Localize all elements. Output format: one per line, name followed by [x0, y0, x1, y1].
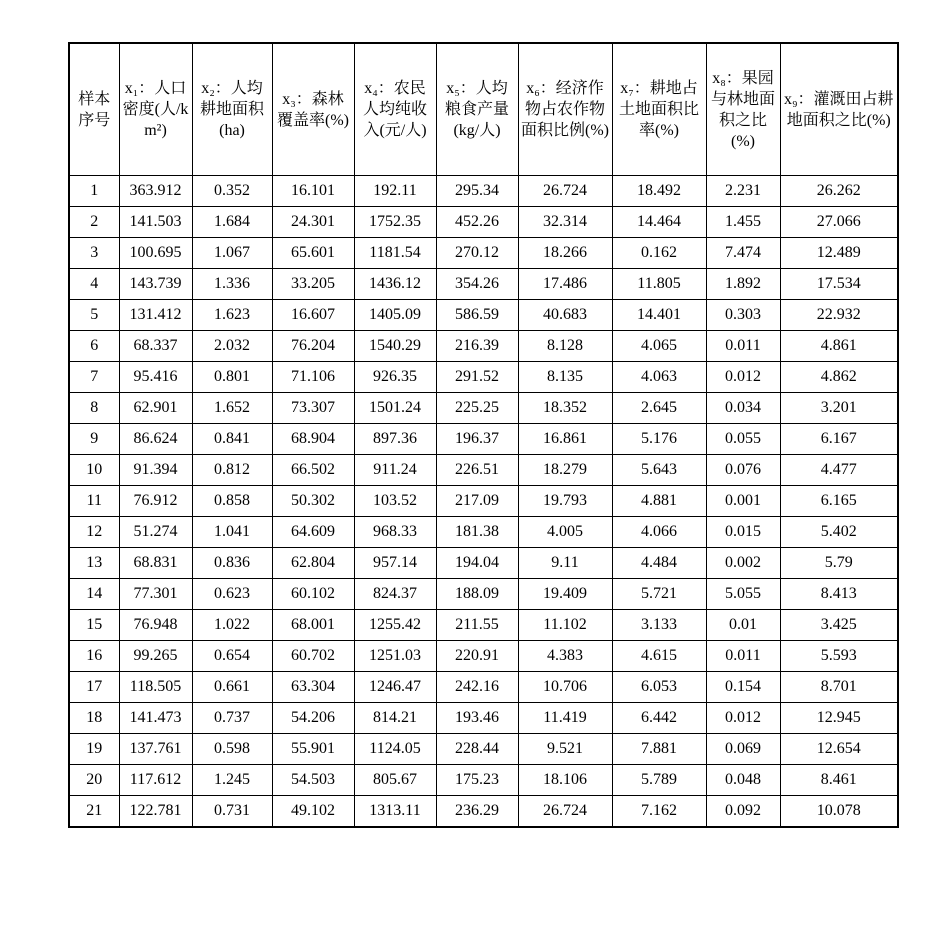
table-cell-grain-output-per-capita: 354.26 [436, 269, 518, 300]
table-cell-grain-output-per-capita: 270.12 [436, 238, 518, 269]
table-cell-cash-crop-ratio: 8.128 [518, 331, 612, 362]
table-cell-sample-no: 8 [69, 393, 119, 424]
table-cell-arable-land-ratio: 2.645 [612, 393, 706, 424]
table-cell-population-density: 86.624 [119, 424, 192, 455]
table-cell-grain-output-per-capita: 196.37 [436, 424, 518, 455]
table-cell-irrigated-land-ratio: 8.701 [780, 672, 898, 703]
table-cell-cash-crop-ratio: 26.724 [518, 176, 612, 207]
table-cell-arable-land-ratio: 14.401 [612, 300, 706, 331]
table-cell-cash-crop-ratio: 19.793 [518, 486, 612, 517]
table-cell-arable-land-per-capita: 1.684 [192, 207, 272, 238]
table-cell-irrigated-land-ratio: 8.413 [780, 579, 898, 610]
table-row [69, 486, 898, 517]
table-cell-farmer-net-income: 1246.47 [354, 672, 436, 703]
table-cell-sample-no: 12 [69, 517, 119, 548]
table-cell-grain-output-per-capita: 216.39 [436, 331, 518, 362]
table-cell-irrigated-land-ratio: 8.461 [780, 765, 898, 796]
table-cell-irrigated-land-ratio: 5.79 [780, 548, 898, 579]
table-cell-grain-output-per-capita: 211.55 [436, 610, 518, 641]
table-cell-sample-no: 13 [69, 548, 119, 579]
table-cell-arable-land-per-capita: 0.858 [192, 486, 272, 517]
table-cell-cash-crop-ratio: 18.266 [518, 238, 612, 269]
table-cell-farmer-net-income: 1405.09 [354, 300, 436, 331]
table-row [69, 269, 898, 300]
table-cell-arable-land-per-capita: 0.598 [192, 734, 272, 765]
column-header-arable-land-ratio [612, 43, 706, 176]
table-cell-orchard-forest-ratio: 0.055 [706, 424, 780, 455]
table-row [69, 207, 898, 238]
table-cell-farmer-net-income: 1501.24 [354, 393, 436, 424]
table-cell-irrigated-land-ratio: 17.534 [780, 269, 898, 300]
table-cell-farmer-net-income: 824.37 [354, 579, 436, 610]
table-cell-orchard-forest-ratio: 0.012 [706, 362, 780, 393]
table-cell-forest-coverage: 55.901 [272, 734, 354, 765]
table-row [69, 672, 898, 703]
table-cell-farmer-net-income: 1436.12 [354, 269, 436, 300]
table-row [69, 765, 898, 796]
table-cell-population-density: 51.274 [119, 517, 192, 548]
table-cell-cash-crop-ratio: 18.352 [518, 393, 612, 424]
table-cell-arable-land-ratio: 3.133 [612, 610, 706, 641]
column-header-farmer-net-income [354, 43, 436, 176]
table-cell-arable-land-ratio: 5.643 [612, 455, 706, 486]
table-cell-forest-coverage: 62.804 [272, 548, 354, 579]
table-cell-cash-crop-ratio: 19.409 [518, 579, 612, 610]
table-cell-farmer-net-income: 968.33 [354, 517, 436, 548]
table-cell-arable-land-ratio: 11.805 [612, 269, 706, 300]
table-cell-cash-crop-ratio: 16.861 [518, 424, 612, 455]
table-cell-irrigated-land-ratio: 12.945 [780, 703, 898, 734]
table-cell-forest-coverage: 73.307 [272, 393, 354, 424]
table-cell-population-density: 100.695 [119, 238, 192, 269]
header-row [69, 43, 898, 176]
table-cell-grain-output-per-capita: 225.25 [436, 393, 518, 424]
table-cell-farmer-net-income: 1181.54 [354, 238, 436, 269]
table-cell-arable-land-per-capita: 0.841 [192, 424, 272, 455]
table-cell-grain-output-per-capita: 586.59 [436, 300, 518, 331]
table-cell-forest-coverage: 50.302 [272, 486, 354, 517]
table-cell-grain-output-per-capita: 217.09 [436, 486, 518, 517]
table-cell-forest-coverage: 76.204 [272, 331, 354, 362]
table-cell-cash-crop-ratio: 17.486 [518, 269, 612, 300]
table-cell-grain-output-per-capita: 181.38 [436, 517, 518, 548]
table-cell-sample-no: 4 [69, 269, 119, 300]
table-cell-arable-land-ratio: 6.442 [612, 703, 706, 734]
table-cell-farmer-net-income: 1313.11 [354, 796, 436, 828]
table-cell-grain-output-per-capita: 226.51 [436, 455, 518, 486]
table-row [69, 393, 898, 424]
table-cell-irrigated-land-ratio: 10.078 [780, 796, 898, 828]
table-cell-irrigated-land-ratio: 3.201 [780, 393, 898, 424]
table-cell-cash-crop-ratio: 9.521 [518, 734, 612, 765]
table-cell-forest-coverage: 64.609 [272, 517, 354, 548]
table-cell-farmer-net-income: 957.14 [354, 548, 436, 579]
table-cell-population-density: 77.301 [119, 579, 192, 610]
table-cell-arable-land-per-capita: 1.336 [192, 269, 272, 300]
table-cell-sample-no: 19 [69, 734, 119, 765]
table-row [69, 579, 898, 610]
table-cell-orchard-forest-ratio: 2.231 [706, 176, 780, 207]
table-cell-arable-land-ratio: 4.063 [612, 362, 706, 393]
column-header-label: 样本序号 [78, 90, 111, 129]
table-cell-sample-no: 7 [69, 362, 119, 393]
table-cell-arable-land-ratio: 14.464 [612, 207, 706, 238]
table-cell-arable-land-ratio: 4.065 [612, 331, 706, 362]
table-cell-sample-no: 15 [69, 610, 119, 641]
table-cell-population-density: 131.412 [119, 300, 192, 331]
data-table [68, 42, 899, 828]
table-cell-grain-output-per-capita: 228.44 [436, 734, 518, 765]
table-cell-arable-land-per-capita: 0.623 [192, 579, 272, 610]
table-cell-forest-coverage: 68.904 [272, 424, 354, 455]
table-cell-arable-land-per-capita: 0.812 [192, 455, 272, 486]
column-header-sample-no [69, 43, 119, 176]
table-cell-orchard-forest-ratio: 1.455 [706, 207, 780, 238]
table-cell-sample-no: 9 [69, 424, 119, 455]
table-cell-sample-no: 5 [69, 300, 119, 331]
table-cell-farmer-net-income: 897.36 [354, 424, 436, 455]
table-cell-cash-crop-ratio: 18.106 [518, 765, 612, 796]
table-row [69, 455, 898, 486]
table-cell-cash-crop-ratio: 9.11 [518, 548, 612, 579]
table-cell-orchard-forest-ratio: 0.011 [706, 331, 780, 362]
table-cell-population-density: 76.912 [119, 486, 192, 517]
table-cell-population-density: 141.473 [119, 703, 192, 734]
table-cell-irrigated-land-ratio: 6.165 [780, 486, 898, 517]
table-cell-forest-coverage: 71.106 [272, 362, 354, 393]
table-cell-irrigated-land-ratio: 12.654 [780, 734, 898, 765]
table-cell-sample-no: 18 [69, 703, 119, 734]
table-cell-arable-land-per-capita: 0.352 [192, 176, 272, 207]
table-cell-arable-land-per-capita: 0.654 [192, 641, 272, 672]
table-row [69, 548, 898, 579]
table-cell-grain-output-per-capita: 295.34 [436, 176, 518, 207]
table-cell-irrigated-land-ratio: 12.489 [780, 238, 898, 269]
table-row [69, 176, 898, 207]
table-cell-grain-output-per-capita: 193.46 [436, 703, 518, 734]
table-cell-population-density: 122.781 [119, 796, 192, 828]
table-cell-sample-no: 21 [69, 796, 119, 828]
table-cell-grain-output-per-capita: 236.29 [436, 796, 518, 828]
table-cell-arable-land-ratio: 0.162 [612, 238, 706, 269]
table-cell-orchard-forest-ratio: 0.034 [706, 393, 780, 424]
table-cell-irrigated-land-ratio: 4.862 [780, 362, 898, 393]
table-cell-farmer-net-income: 814.21 [354, 703, 436, 734]
column-header-arable-land-per-capita [192, 43, 272, 176]
table-cell-population-density: 76.948 [119, 610, 192, 641]
table-row [69, 734, 898, 765]
table-cell-arable-land-per-capita: 0.661 [192, 672, 272, 703]
table-cell-arable-land-per-capita: 1.067 [192, 238, 272, 269]
table-cell-cash-crop-ratio: 40.683 [518, 300, 612, 331]
table-cell-population-density: 117.612 [119, 765, 192, 796]
table-cell-irrigated-land-ratio: 22.932 [780, 300, 898, 331]
table-cell-sample-no: 17 [69, 672, 119, 703]
table-cell-sample-no: 3 [69, 238, 119, 269]
table-cell-grain-output-per-capita: 194.04 [436, 548, 518, 579]
column-header-label: x₅：人均粮食产量 (kg/人) [444, 80, 509, 139]
column-header-grain-output-per-capita [436, 43, 518, 176]
table-cell-grain-output-per-capita: 452.26 [436, 207, 518, 238]
table-cell-population-density: 91.394 [119, 455, 192, 486]
table-cell-irrigated-land-ratio: 4.861 [780, 331, 898, 362]
column-header-label: x₃：森林覆盖率(%) [277, 90, 349, 129]
column-header-cash-crop-ratio [518, 43, 612, 176]
table-row [69, 610, 898, 641]
table-cell-arable-land-per-capita: 0.801 [192, 362, 272, 393]
table-cell-cash-crop-ratio: 8.135 [518, 362, 612, 393]
table-cell-sample-no: 1 [69, 176, 119, 207]
table-cell-arable-land-per-capita: 0.731 [192, 796, 272, 828]
table-cell-forest-coverage: 60.102 [272, 579, 354, 610]
table-cell-forest-coverage: 54.206 [272, 703, 354, 734]
table-cell-farmer-net-income: 192.11 [354, 176, 436, 207]
table-cell-orchard-forest-ratio: 0.303 [706, 300, 780, 331]
column-header-label: x₂：人均耕地面积(ha) [199, 80, 264, 139]
column-header-population-density [119, 43, 192, 176]
table-cell-orchard-forest-ratio: 0.154 [706, 672, 780, 703]
table-cell-orchard-forest-ratio: 0.01 [706, 610, 780, 641]
table-row [69, 331, 898, 362]
column-header-label: x₈：果园与林地面积之比(%) [710, 69, 775, 150]
table-cell-cash-crop-ratio: 10.706 [518, 672, 612, 703]
table-cell-sample-no: 10 [69, 455, 119, 486]
table-cell-population-density: 363.912 [119, 176, 192, 207]
table-cell-orchard-forest-ratio: 0.092 [706, 796, 780, 828]
table-cell-sample-no: 14 [69, 579, 119, 610]
table-cell-orchard-forest-ratio: 1.892 [706, 269, 780, 300]
column-header-label: x₆：经济作物占农作物面积比例(%) [521, 80, 609, 139]
table-row [69, 703, 898, 734]
table-cell-arable-land-per-capita: 1.245 [192, 765, 272, 796]
table-cell-farmer-net-income: 1251.03 [354, 641, 436, 672]
table-cell-farmer-net-income: 805.67 [354, 765, 436, 796]
table-cell-cash-crop-ratio: 11.102 [518, 610, 612, 641]
table-cell-arable-land-per-capita: 1.652 [192, 393, 272, 424]
table-cell-arable-land-per-capita: 2.032 [192, 331, 272, 362]
table-cell-grain-output-per-capita: 242.16 [436, 672, 518, 703]
table-cell-sample-no: 16 [69, 641, 119, 672]
table-cell-grain-output-per-capita: 291.52 [436, 362, 518, 393]
table-cell-orchard-forest-ratio: 7.474 [706, 238, 780, 269]
table-cell-arable-land-ratio: 4.066 [612, 517, 706, 548]
table-cell-forest-coverage: 54.503 [272, 765, 354, 796]
column-header-label: x₇：耕地占土地面积比率(%) [618, 80, 699, 139]
table-cell-population-density: 141.503 [119, 207, 192, 238]
table-cell-population-density: 62.901 [119, 393, 192, 424]
table-cell-arable-land-ratio: 6.053 [612, 672, 706, 703]
table-cell-irrigated-land-ratio: 5.402 [780, 517, 898, 548]
table-cell-cash-crop-ratio: 4.383 [518, 641, 612, 672]
column-header-label: x₉：灌溉田占耕地面积之比(%) [783, 90, 894, 129]
table-row [69, 517, 898, 548]
table-cell-forest-coverage: 65.601 [272, 238, 354, 269]
table-row [69, 300, 898, 331]
table-cell-orchard-forest-ratio: 0.015 [706, 517, 780, 548]
table-cell-population-density: 143.739 [119, 269, 192, 300]
table-cell-cash-crop-ratio: 26.724 [518, 796, 612, 828]
table-cell-irrigated-land-ratio: 3.425 [780, 610, 898, 641]
table-cell-cash-crop-ratio: 32.314 [518, 207, 612, 238]
table-cell-population-density: 95.416 [119, 362, 192, 393]
table-cell-farmer-net-income: 911.24 [354, 455, 436, 486]
table-cell-population-density: 68.337 [119, 331, 192, 362]
table-cell-forest-coverage: 16.101 [272, 176, 354, 207]
table-cell-cash-crop-ratio: 4.005 [518, 517, 612, 548]
table-cell-orchard-forest-ratio: 0.001 [706, 486, 780, 517]
table-cell-arable-land-per-capita: 1.623 [192, 300, 272, 331]
table-cell-cash-crop-ratio: 18.279 [518, 455, 612, 486]
table-cell-arable-land-per-capita: 0.737 [192, 703, 272, 734]
table-cell-farmer-net-income: 1255.42 [354, 610, 436, 641]
table-cell-farmer-net-income: 103.52 [354, 486, 436, 517]
column-header-orchard-forest-ratio [706, 43, 780, 176]
column-header-label: x₄：农民人均纯收入(元/人) [362, 80, 427, 139]
table-cell-irrigated-land-ratio: 4.477 [780, 455, 898, 486]
table-cell-orchard-forest-ratio: 0.076 [706, 455, 780, 486]
table-cell-arable-land-per-capita: 1.022 [192, 610, 272, 641]
column-header-irrigated-land-ratio [780, 43, 898, 176]
table-cell-population-density: 118.505 [119, 672, 192, 703]
table-row [69, 796, 898, 828]
table-cell-population-density: 68.831 [119, 548, 192, 579]
table-cell-farmer-net-income: 1752.35 [354, 207, 436, 238]
table-cell-irrigated-land-ratio: 6.167 [780, 424, 898, 455]
table-cell-forest-coverage: 60.702 [272, 641, 354, 672]
table-cell-arable-land-ratio: 4.881 [612, 486, 706, 517]
table-cell-grain-output-per-capita: 175.23 [436, 765, 518, 796]
table-cell-arable-land-per-capita: 1.041 [192, 517, 272, 548]
table-cell-arable-land-ratio: 7.881 [612, 734, 706, 765]
table-row [69, 641, 898, 672]
table-row [69, 424, 898, 455]
table-cell-arable-land-ratio: 4.484 [612, 548, 706, 579]
table-cell-sample-no: 2 [69, 207, 119, 238]
table-cell-forest-coverage: 49.102 [272, 796, 354, 828]
table-cell-arable-land-ratio: 5.789 [612, 765, 706, 796]
table-cell-forest-coverage: 16.607 [272, 300, 354, 331]
table-cell-orchard-forest-ratio: 0.069 [706, 734, 780, 765]
table-cell-farmer-net-income: 926.35 [354, 362, 436, 393]
table-cell-arable-land-ratio: 7.162 [612, 796, 706, 828]
table-cell-irrigated-land-ratio: 26.262 [780, 176, 898, 207]
table-cell-orchard-forest-ratio: 5.055 [706, 579, 780, 610]
table-cell-orchard-forest-ratio: 0.012 [706, 703, 780, 734]
table-cell-forest-coverage: 33.205 [272, 269, 354, 300]
table-cell-arable-land-ratio: 5.176 [612, 424, 706, 455]
table-cell-sample-no: 20 [69, 765, 119, 796]
table-cell-orchard-forest-ratio: 0.011 [706, 641, 780, 672]
table-cell-population-density: 99.265 [119, 641, 192, 672]
table-cell-arable-land-ratio: 5.721 [612, 579, 706, 610]
table-cell-forest-coverage: 68.001 [272, 610, 354, 641]
table-cell-farmer-net-income: 1540.29 [354, 331, 436, 362]
table-row [69, 238, 898, 269]
table-row [69, 362, 898, 393]
table-cell-cash-crop-ratio: 11.419 [518, 703, 612, 734]
table-cell-grain-output-per-capita: 220.91 [436, 641, 518, 672]
table-cell-forest-coverage: 24.301 [272, 207, 354, 238]
table-cell-orchard-forest-ratio: 0.002 [706, 548, 780, 579]
table-cell-irrigated-land-ratio: 5.593 [780, 641, 898, 672]
table-cell-arable-land-ratio: 4.615 [612, 641, 706, 672]
table-cell-forest-coverage: 63.304 [272, 672, 354, 703]
table-cell-farmer-net-income: 1124.05 [354, 734, 436, 765]
table-cell-sample-no: 6 [69, 331, 119, 362]
table-cell-forest-coverage: 66.502 [272, 455, 354, 486]
table-body [69, 176, 898, 828]
table-cell-population-density: 137.761 [119, 734, 192, 765]
table-cell-arable-land-per-capita: 0.836 [192, 548, 272, 579]
table-cell-irrigated-land-ratio: 27.066 [780, 207, 898, 238]
table-cell-sample-no: 11 [69, 486, 119, 517]
table-cell-orchard-forest-ratio: 0.048 [706, 765, 780, 796]
table-cell-arable-land-ratio: 18.492 [612, 176, 706, 207]
table-cell-grain-output-per-capita: 188.09 [436, 579, 518, 610]
column-header-label: x₁：人口密度(人/km²) [122, 80, 189, 139]
column-header-forest-coverage [272, 43, 354, 176]
